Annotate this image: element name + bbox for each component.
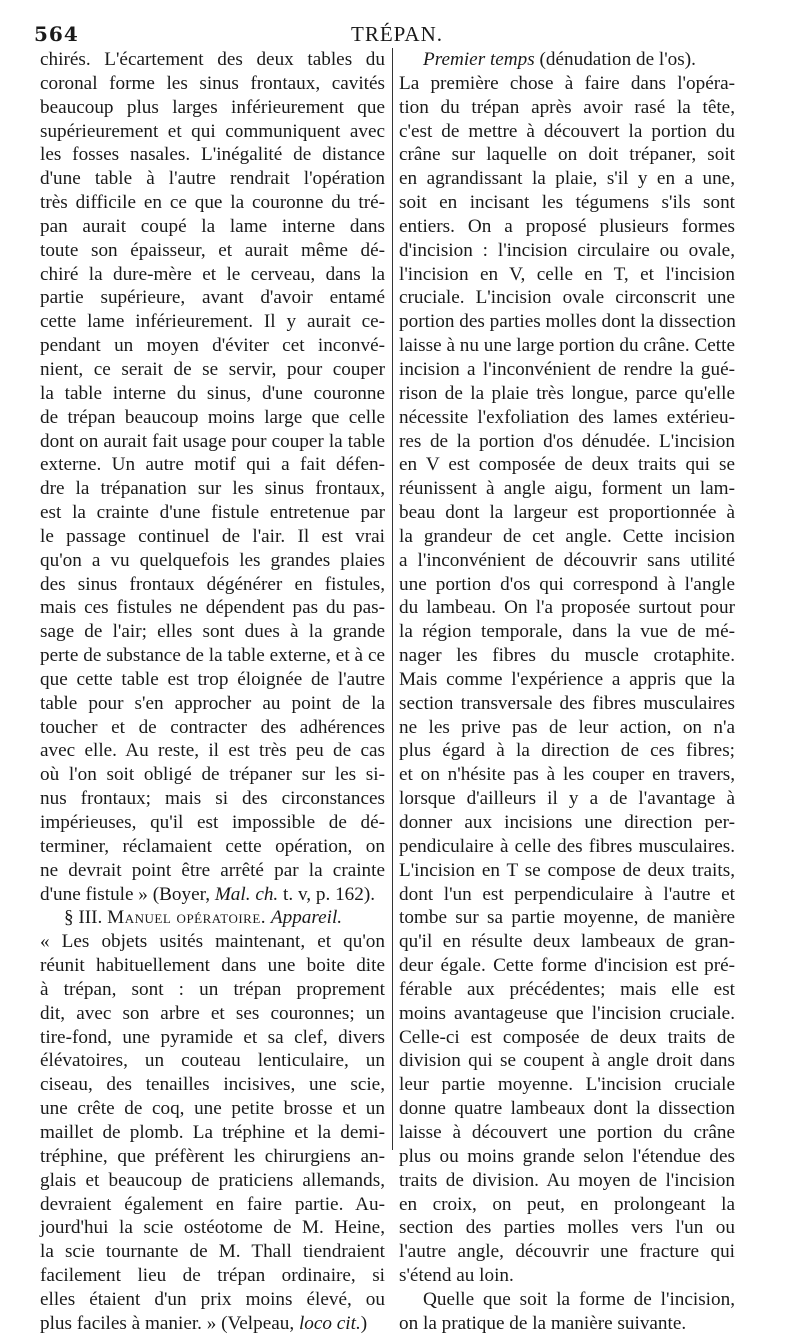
left-column-line: « Les objets usités maintenant, et qu'on [40,931,385,953]
right-column-line: l'incision en V, celle en T, et l'incision [399,263,735,285]
right-column-line: donne quatre lambeaux dont la dissection [399,1098,735,1120]
left-column-line: la scie tournante de M. Thall tiendraient [40,1241,385,1263]
right-column-line: d'incision : l'incision circulaire ou ovale, [399,239,735,261]
right-column-line: une portion d'os qui correspond à l'angle [399,573,735,595]
right-column-line: donner aux incisions une direction per- [399,812,735,833]
right-column-line: c'est de mettre à découvert la portion du [399,120,735,142]
left-column-line: glais et beaucoup de praticiens allemands, [40,1169,385,1191]
left-column-line: des sinus frontaux dégénérer en fistules, [40,573,385,595]
left-column-line: le passage continuel de l'air. Il est vrai [40,525,385,547]
right-column-line: tion du trépan après avoir rasé la tête, [399,96,735,118]
left-column-line: d'une fistule » (Boyer, Mal. ch. t. v, p. 162). [40,883,376,905]
left-column-line: toucher et de contracter des adhérences [40,716,385,738]
left-column-line: beaucoup plus larges inférieurement que [40,96,385,118]
left-column-line: réunit habituellement dans une boite dite [40,955,385,977]
right-column-line: on la pratique de la manière suivante. [399,1312,687,1334]
right-column-line: s'étend au loin. [399,1265,514,1287]
right-column-line: La première chose à faire dans l'opéra- [399,72,735,94]
left-column-line: dre la trépanation sur les sinus frontaux, [40,478,385,500]
left-column-line: une crête de coq, une petite brosse et un [40,1098,385,1120]
left-column-line: table pour s'en approcher au point de la [40,692,385,714]
left-column-line: tréphine, que préfèrent les chirurgiens an- [40,1145,385,1167]
left-column-line: impérieuses, qu'il est impossible de dé- [40,812,385,833]
right-column-line: plus égard à la direction de ces fibres; [399,740,735,762]
left-column-line: sage de l'air; elles sont dues à la grande [40,621,385,643]
left-column-line: jourd'hui la scie ostéotome de M. Heine, [40,1217,385,1239]
right-column-line: laisse à nu une large portion du crâne. Cette [399,335,735,357]
right-column-line: la région temporale, dans la vue de mé- [399,621,735,643]
right-column-line: Quelle que soit la forme de l'incision, [423,1288,735,1310]
right-column-line: traits de division. Au moyen de l'incision [399,1169,735,1191]
left-column-line: pendant un moyen d'éviter cet inconvé- [40,335,385,357]
left-column-line: plus faciles à manier. » (Velpeau, loco cit.) [40,1312,368,1334]
left-column-line: devraient également en faire partie. Au- [40,1193,385,1215]
right-column-line: crâne sur laquelle on doit trépaner, soit [399,144,735,166]
right-column-line: pendiculaire à celle des fibres musculaires. [399,835,735,857]
left-column-line: à trépan, sont : un trépan proprement [40,978,385,1000]
right-column-line: beau dont la largeur est proportionnée à [399,502,735,524]
right-column-line: a l'inconvénient de découvrir sans utilité [399,549,735,571]
left-column-line: ne devrait point être arrêté par la crainte [40,859,385,881]
left-column-line: avec elle. Au reste, il est très peu de cas [40,740,385,762]
right-column-line: qu'il en résulte deux lambeaux de gran- [399,931,735,953]
left-column-line: partie supérieure, avant d'avoir entamé [40,287,385,309]
right-column-line: et on n'hésite pas à les couper en travers, [399,764,735,786]
left-column-line: dont on aurait fait usage pour couper la table [40,430,385,452]
left-column-line: perte de substance de la table externe, et à ce [40,645,385,667]
left-column-line: les fosses nasales. L'inégalité de distance [40,144,385,166]
left-column-line: très difficile en ce que la couronne du tré- [40,192,385,214]
right-column-line: nager les fibres du muscle crotaphite. [399,645,735,667]
left-column-line: la table interne du sinus, d'une couronne [40,382,385,404]
right-column [399,48,735,1336]
right-column-line: rison de la plaie très longue, parce qu'elle [399,382,735,404]
left-column-line: chirés. L'écartement des deux tables du [40,49,385,70]
right-column-line: entiers. On a proposé plusieurs formes [399,215,735,237]
right-column-line: Mais comme l'expérience a appris que la [399,668,735,690]
right-column-line: en V est composée de deux traits qui se [399,454,735,476]
left-column-line: § III. Manuel opératoire. Appareil. [64,907,343,929]
left-column-line: où l'on soit obligé de trépaner sur les si- [40,764,385,786]
right-column-line: du lambeau. On l'a proposée surtout pour [399,597,735,619]
left-column-line: maillet de plomb. La tréphine et la demi- [40,1121,385,1143]
left-column-line: facilement lieu de trépan ordinaire, si [40,1265,385,1287]
right-column-line: soit en incisant les tégumens s'ils sont [399,192,735,214]
right-column-line: portion des parties molles dont la dissection [399,311,736,333]
left-column-line: nient, ce serait de se servir, pour couper [40,358,385,380]
right-column-line: tombe sur sa partie moyenne, de manière [399,907,735,929]
left-column-line: de trépan beaucoup moins large que celle [40,406,385,428]
right-column-line: moins avantageuse que l'incision cruciale. [399,1002,735,1024]
right-column-line: en croix, on peut, en prolongeant la [399,1193,735,1215]
right-column-line: division qui se coupent à angle droit dans [399,1050,735,1072]
left-column-line: mais ces fistules ne dépendent pas du pas- [40,597,385,619]
right-column-line: l'autre angle, découvrir une fracture qui [399,1241,735,1263]
left-column-line: externe. Un autre motif qui a fait défen- [40,454,385,476]
right-column-line: férable aux précédentes; mais elle est [399,978,735,1000]
right-column-line: deur égale. Cette forme d'incision est pré- [399,955,735,977]
right-column-line: Premier temps (dénudation de l'os). [423,49,696,70]
right-column-line: réunissent à angle aigu, forment un lam- [399,478,735,500]
page-header [34,22,760,48]
right-column-line: incision a l'inconvénient de rendre la gué- [399,358,735,380]
right-column-line: L'incision en T se compose de deux traits, [399,859,735,881]
left-column-line: pan aurait coupé la lame interne dans [40,215,385,237]
right-column-line: Celle-ci est composée de deux traits de [399,1026,735,1048]
left-column-line: nus frontaux; mais si des circonstances [40,788,385,810]
right-column-line: en agrandissant la plaie, s'il y en a une, [399,168,735,190]
left-column-line: qu'on a vu quelquefois les grandes plaies [40,549,385,571]
right-column-line: nécessite l'exfoliation des lames extérieu- [399,406,735,428]
left-column-line: terminer, réclamaient cette opération, on [40,835,385,857]
right-column-line: ne les prive pas de leur action, on n'a [399,716,735,738]
right-column-line: dont l'un est perpendiculaire à l'autre et [399,883,735,905]
left-column-line: toute son épaisseur, et aurait même dé- [40,239,385,261]
left-column-line: chiré la dure-mère et le cerveau, dans la [40,263,385,285]
right-column-line: cruciale. L'incision ovale circonscrit une [399,287,735,309]
left-column-line: que cette table est trop éloignée de l'autre [40,668,385,690]
left-column-line: est la crainte d'une fistule entretenue par [40,502,385,524]
right-column-line: leur partie moyenne. L'incision cruciale [399,1074,735,1096]
right-column-line: laisse à découvert une portion du crâne [399,1121,735,1143]
right-column-line: section des parties molles vers l'un ou [399,1217,735,1239]
column-divider [392,48,393,1150]
left-column-line: élévatoires, un couteau lenticulaire, un [40,1050,385,1072]
left-column-line: d'une table à l'autre rendrait l'opération [40,168,385,190]
right-column-line: plus ou moins grande selon l'étendue des [399,1145,735,1167]
left-column [40,48,385,1336]
right-column-line: section transversale des fibres musculaires [399,692,735,714]
left-column-line: dit, avec son arbre et ses couronnes; un [40,1002,385,1024]
running-title: TRÉPAN. [351,22,443,46]
left-column-line: coronal forme les sinus frontaux, cavités [40,72,385,94]
left-column-line: supérieurement et qui communiquent avec [40,120,385,142]
right-column-line: res de la portion d'os dénudée. L'incision [399,430,735,452]
right-column-line: lorsque d'ailleurs il y a de l'avantage à [399,788,735,810]
left-column-line: tire-fond, une pyramide et sa clef, divers [40,1026,385,1048]
right-column-line: la grandeur de cet angle. Cette incision [399,525,735,547]
page-number: 564 [34,22,79,46]
left-column-line: ciseau, des tenailles incisives, une scie, [40,1074,385,1096]
left-column-line: elles étaient d'un prix moins élevé, ou [40,1288,385,1310]
left-column-line: cette lame inférieurement. Il y aurait ce- [40,311,385,333]
